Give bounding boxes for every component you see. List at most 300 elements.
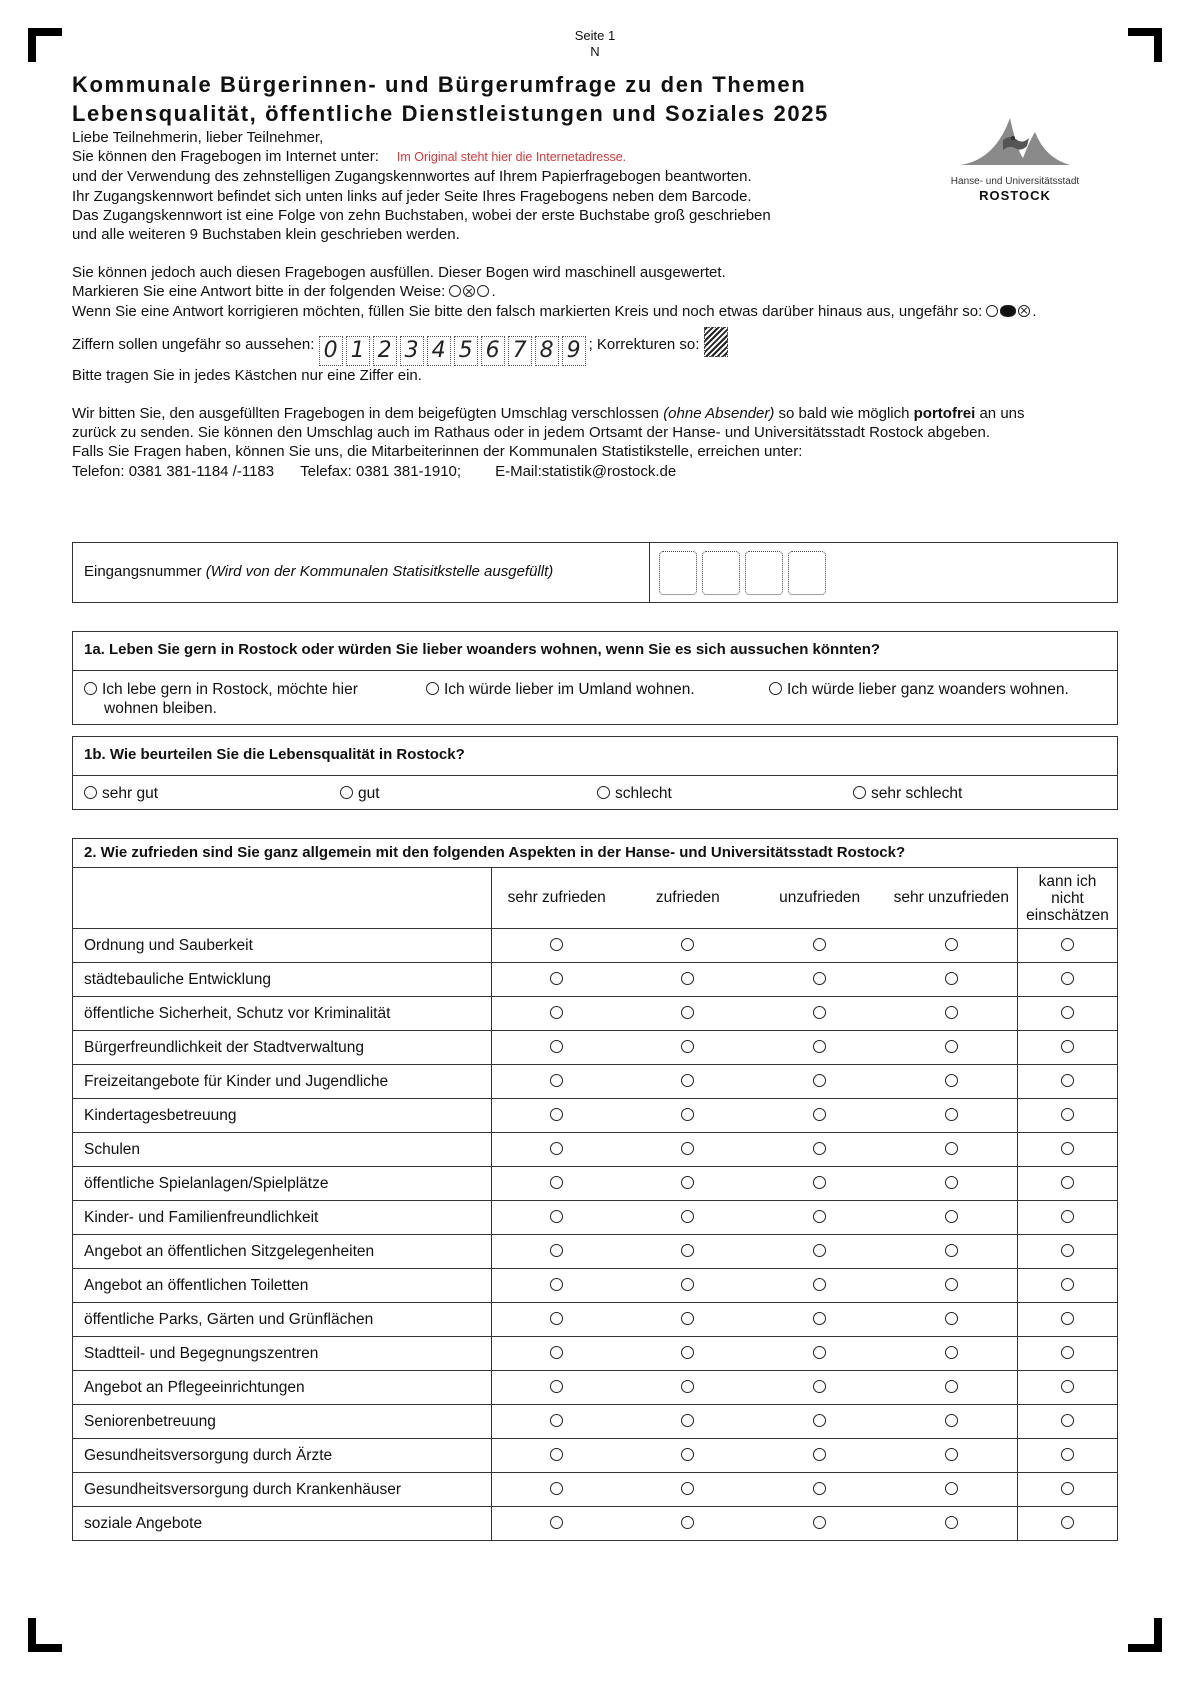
table-row [73,963,1118,997]
eingang-digit-box[interactable] [702,551,740,595]
eingang-label [84,563,553,580]
radio-circle-icon[interactable] [813,1278,826,1291]
radio-cell [1018,1269,1118,1303]
row-label: öffentliche Parks, Gärten und Grünflächen [73,1303,492,1337]
question-2-header [72,838,1118,868]
digit-example: 7 [508,336,532,366]
radio-cell [491,1507,622,1541]
radio-circle-icon[interactable] [945,972,958,985]
radio-cell [1018,997,1118,1031]
digit-example: 1 [346,336,370,366]
column-header-sehr-unzufrieden: sehr unzufrieden [886,868,1018,929]
radio-circle-icon[interactable] [1061,1176,1074,1189]
radio-circle-icon[interactable] [813,1380,826,1393]
email: E-Mail:statistik@rostock.de [495,462,677,480]
radio-circle-icon[interactable] [681,1006,694,1019]
radio-circle-icon[interactable] [1061,1312,1074,1325]
radio-circle-icon[interactable] [597,786,610,799]
table-row [73,1235,1118,1269]
digit-example: 2 [373,336,397,366]
row-label: Angebot an öffentlichen Sitzgelegenheiten [73,1235,492,1269]
radio-cell [886,1337,1018,1371]
eingang-box [72,542,1118,603]
return-bold: portofrei [913,405,976,423]
intro-section [72,128,1112,481]
radio-cell [754,1439,886,1473]
radio-circle-icon[interactable] [550,1414,563,1427]
matrix-header-row [73,868,1118,929]
table-row [73,997,1118,1031]
radio-cell [886,1507,1018,1541]
radio-circle-icon[interactable] [681,1176,694,1189]
radio-circle-icon[interactable] [813,1142,826,1155]
radio-circle-icon[interactable] [550,1516,563,1529]
radio-cell [754,1473,886,1507]
q1b-option-schlecht[interactable] [597,784,672,803]
q1b-option-sehr-schlecht[interactable] [853,784,962,803]
radio-cell [886,997,1018,1031]
title-line-2: Lebensqualität, öffentliche Dienstleistungen und Soziales 2025 [72,101,829,126]
q1b-option-label: sehr gut [102,785,159,802]
digit-example: 4 [427,336,451,366]
radio-circle-icon[interactable] [945,1448,958,1461]
radio-circle-icon[interactable] [681,1040,694,1053]
radio-circle-icon[interactable] [681,1312,694,1325]
column-header-unzufrieden: unzufrieden [754,868,886,929]
radio-cell [622,929,754,963]
radio-circle-icon[interactable] [945,1414,958,1427]
eingang-label-text: Eingangsnummer [84,563,202,580]
logo-city-name: ROSTOCK [979,188,1051,203]
radio-circle-icon[interactable] [813,1210,826,1223]
radio-circle-icon[interactable] [813,1448,826,1461]
radio-cell [622,1337,754,1371]
radio-cell [754,963,886,997]
radio-circle-icon[interactable] [681,1448,694,1461]
radio-circle-icon[interactable] [550,1142,563,1155]
digits-example-line [72,327,1112,366]
radio-circle-icon[interactable] [813,1482,826,1495]
filled-circle-example-icon [1000,305,1016,317]
radio-cell [622,1473,754,1507]
radio-cell [886,1099,1018,1133]
radio-cell [622,1439,754,1473]
radio-circle-icon[interactable] [550,938,563,951]
return-line-1 [72,404,1112,423]
radio-circle-icon[interactable] [84,786,97,799]
radio-circle-icon[interactable] [945,1074,958,1087]
radio-circle-icon[interactable] [681,1516,694,1529]
digit-example: 3 [400,336,424,366]
row-label: Ordnung und Sauberkeit [73,929,492,963]
questions-line: Falls Sie Fragen haben, können Sie uns, die Mitarbeiterinnen der Kommunalen Statistikstelle, erreichen unter: [72,443,803,461]
radio-cell [1018,1235,1118,1269]
radio-cell [491,1371,622,1405]
mark-example-line: Markieren Sie eine Antwort bitte in der folgenden Weise: . [72,283,496,301]
radio-cell [886,1405,1018,1439]
radio-cell [1018,1371,1118,1405]
radio-circle-icon[interactable] [1061,1006,1074,1019]
radio-circle-icon[interactable] [1061,1244,1074,1257]
q1a-option-stay[interactable] [84,680,358,718]
empty-circle-example-icon [986,305,998,317]
radio-circle-icon[interactable] [813,1006,826,1019]
radio-cell [754,1065,886,1099]
row-label: Schulen [73,1133,492,1167]
mark-line-text: Markieren Sie eine Antwort bitte in der folgenden Weise: [72,283,446,301]
radio-circle-icon[interactable] [945,1176,958,1189]
radio-circle-icon[interactable] [1061,1346,1074,1359]
radio-cell [622,1269,754,1303]
radio-circle-icon[interactable] [1061,1380,1074,1393]
column-header-zufrieden: zufrieden [622,868,754,929]
radio-cell [622,1133,754,1167]
table-row [73,1303,1118,1337]
empty-circle-example-icon [449,285,461,297]
radio-cell [491,997,622,1031]
one-digit-line: Bitte tragen Sie in jedes Kästchen nur eine Ziffer ein. [72,366,422,384]
eingang-digit-box[interactable] [788,551,826,595]
radio-cell [491,1065,622,1099]
table-row [73,1473,1118,1507]
radio-cell [754,997,886,1031]
column-header-sehr-zufrieden: sehr zufrieden [491,868,622,929]
radio-cell [754,1133,886,1167]
radio-cell [622,1099,754,1133]
radio-cell [1018,1337,1118,1371]
radio-circle-icon[interactable] [550,1448,563,1461]
intro-line-3: und der Verwendung des zehnstelligen Zugangskennwortes auf Ihrem Papierfragebogen beantworten. [72,168,752,186]
paper-line: Sie können jedoch auch diesen Fragebogen ausfüllen. Dieser Bogen wird maschinell ausgewertet. [72,264,726,282]
radio-cell [754,1269,886,1303]
crossed-circle-example-icon [1018,305,1030,317]
table-row [73,1099,1118,1133]
radio-circle-icon[interactable] [1061,972,1074,985]
radio-cell [491,1099,622,1133]
radio-circle-icon[interactable] [681,1074,694,1087]
q1a-option-elsewhere[interactable] [769,680,1069,699]
radio-circle-icon[interactable] [550,1108,563,1121]
question-1b-text: 1b. Wie beurteilen Sie die Lebensqualität in Rostock? [73,737,1117,776]
radio-circle-icon[interactable] [945,1108,958,1121]
radio-circle-icon[interactable] [681,972,694,985]
digit-example: 0 [319,336,343,366]
return-text-1: Wir bitten Sie, den ausgefüllten Fragebogen in dem beigefügten Umschlag verschlossen [72,405,660,423]
radio-cell [886,963,1018,997]
q1b-option-label: sehr schlecht [871,785,963,802]
internet-line-text: Sie können den Fragebogen im Internet unter: [72,148,379,166]
radio-circle-icon[interactable] [813,1176,826,1189]
radio-cell [754,1507,886,1541]
radio-circle-icon[interactable] [550,972,563,985]
radio-circle-icon[interactable] [550,1006,563,1019]
intro-line-4: Ihr Zugangskennwort befindet sich unten links auf jeder Seite Ihres Fragebogens neben dem Barcode. [72,187,752,205]
corrections-label: ; Korrekturen so: [588,335,700,353]
radio-circle-icon[interactable] [1061,1108,1074,1121]
radio-circle-icon[interactable] [681,1414,694,1427]
radio-circle-icon[interactable] [945,1482,958,1495]
return-text-2: so bald wie möglich [778,405,910,423]
radio-cell [1018,1167,1118,1201]
radio-circle-icon[interactable] [813,1244,826,1257]
radio-circle-icon[interactable] [945,1312,958,1325]
digits-line-text: Ziffern sollen ungefähr so aussehen: [72,335,315,353]
radio-circle-icon[interactable] [681,1210,694,1223]
radio-cell [491,1303,622,1337]
radio-cell [754,929,886,963]
radio-circle-icon[interactable] [550,1074,563,1087]
radio-circle-icon[interactable] [1061,1210,1074,1223]
radio-circle-icon[interactable] [1061,1142,1074,1155]
radio-circle-icon[interactable] [769,682,782,695]
table-row [73,1201,1118,1235]
radio-circle-icon[interactable] [813,1346,826,1359]
radio-circle-icon[interactable] [550,1040,563,1053]
matrix-body [73,929,1118,1541]
q1a-option-umland-label: Ich würde lieber im Umland wohnen. [444,681,695,698]
radio-circle-icon[interactable] [550,1210,563,1223]
page-title [72,70,829,128]
radio-circle-icon[interactable] [681,1346,694,1359]
radio-circle-icon[interactable] [1061,1278,1074,1291]
radio-cell [491,1473,622,1507]
radio-circle-icon[interactable] [813,1414,826,1427]
radio-circle-icon[interactable] [813,1108,826,1121]
radio-cell [622,1065,754,1099]
radio-cell [754,1405,886,1439]
radio-cell [754,1337,886,1371]
radio-cell [622,1167,754,1201]
digit-example: 9 [562,336,586,366]
radio-circle-icon[interactable] [1061,938,1074,951]
radio-cell [1018,1099,1118,1133]
digit-example: 6 [481,336,505,366]
url-placeholder-note: Im Original steht hier die Internetadresse. [396,150,627,165]
radio-cell [491,1167,622,1201]
row-label: öffentliche Sicherheit, Schutz vor Kriminalität [73,997,492,1031]
eingang-digit-box[interactable] [659,551,697,595]
q1b-option-sehr-gut[interactable] [84,784,158,803]
digit-example: 5 [454,336,478,366]
radio-circle-icon[interactable] [945,1244,958,1257]
page-number: Seite 1 [574,28,616,43]
table-row [73,1031,1118,1065]
radio-circle-icon[interactable] [550,1482,563,1495]
radio-circle-icon[interactable] [945,1006,958,1019]
radio-cell [491,1133,622,1167]
table-row [73,1167,1118,1201]
row-label: Angebot an Pflegeeinrichtungen [73,1371,492,1405]
table-row [73,1133,1118,1167]
radio-cell [491,1235,622,1269]
radio-cell [886,1065,1018,1099]
table-row [73,929,1118,963]
question-1b [72,736,1118,810]
telefon: Telefon: 0381 381-1184 /-1183 [72,462,275,480]
telefax: Telefax: 0381 381-1910; [300,462,462,480]
radio-cell [491,1269,622,1303]
radio-cell [491,963,622,997]
radio-circle-icon[interactable] [813,938,826,951]
radio-cell [491,1201,622,1235]
row-label: Gesundheitsversorgung durch Ärzte [73,1439,492,1473]
row-label: soziale Angebote [73,1507,492,1541]
radio-circle-icon[interactable] [1061,1074,1074,1087]
row-label: Seniorenbetreuung [73,1405,492,1439]
contact-line [72,462,1112,481]
row-label: Angebot an öffentlichen Toiletten [73,1269,492,1303]
page-header [0,28,1190,60]
radio-circle-icon[interactable] [1061,1040,1074,1053]
column-header-kann-nicht-einschaetzen [1018,868,1118,929]
q1b-option-gut[interactable] [340,784,380,803]
radio-circle-icon[interactable] [813,1516,826,1529]
radio-circle-icon[interactable] [550,1176,563,1189]
return-text-3: an uns [979,405,1025,423]
radio-circle-icon[interactable] [1061,1448,1074,1461]
q1a-option-umland[interactable] [426,680,695,699]
radio-cell [754,1031,886,1065]
radio-cell [754,1303,886,1337]
row-label: städtebauliche Entwicklung [73,963,492,997]
radio-cell [622,1507,754,1541]
radio-cell [491,929,622,963]
q1b-option-label: gut [358,785,380,802]
crossed-circle-example-icon [463,285,475,297]
radio-cell [886,1031,1018,1065]
row-label: Gesundheitsversorgung durch Krankenhäuser [73,1473,492,1507]
radio-cell [1018,929,1118,963]
radio-cell [886,1473,1018,1507]
radio-cell [886,1235,1018,1269]
matrix-corner-cell [73,868,492,929]
radio-circle-icon[interactable] [681,1380,694,1393]
logo-city-line: Hanse- und Universitätsstadt [950,176,1080,187]
internet-line [72,147,1112,167]
radio-cell [754,1201,886,1235]
radio-cell [622,1201,754,1235]
radio-circle-icon[interactable] [681,938,694,951]
radio-cell [491,1337,622,1371]
row-label: Freizeitangebote für Kinder und Jugendliche [73,1065,492,1099]
q1a-option-stay-label: Ich lebe gern in Rostock, möchte hier [102,681,358,698]
radio-circle-icon[interactable] [681,1482,694,1495]
radio-cell [1018,1507,1118,1541]
radio-circle-icon[interactable] [550,1380,563,1393]
form-version-code: N [590,44,600,59]
return-line-2: zurück zu senden. Sie können den Umschlag auch im Rathaus oder in jedem Ortsamt der Hanse- und Universitätsstadt Rostock abgeben. [72,424,990,442]
radio-circle-icon[interactable] [550,1346,563,1359]
empty-circle-example-icon [477,285,489,297]
last-col-line: nicht [1051,889,1084,907]
radio-circle-icon[interactable] [945,1516,958,1529]
table-row [73,1337,1118,1371]
eingang-note: (Wird von der Kommunalen Statisitkstelle ausgefüllt) [205,563,554,580]
intro-line-6: und alle weiteren 9 Buchstaben klein geschrieben werden. [72,226,460,244]
radio-circle-icon[interactable] [681,1244,694,1257]
radio-circle-icon[interactable] [1061,1516,1074,1529]
q1b-option-label: schlecht [615,785,672,802]
radio-circle-icon[interactable] [945,1040,958,1053]
q1a-option-stay-label-2: wohnen bleiben. [104,700,217,717]
radio-circle-icon[interactable] [945,1210,958,1223]
correction-example-line: Wenn Sie eine Antwort korrigieren möchten, füllen Sie bitte den falsch markierten Kreis und noch etwas darüber hinaus aus, ungefähr so: . [72,302,1037,320]
radio-cell [886,1201,1018,1235]
radio-circle-icon[interactable] [84,682,97,695]
table-row [73,1439,1118,1473]
greeting: Liebe Teilnehmerin, lieber Teilnehmer, [72,129,324,146]
table-row [73,1405,1118,1439]
radio-circle-icon[interactable] [813,972,826,985]
radio-circle-icon[interactable] [945,1346,958,1359]
radio-cell [754,1235,886,1269]
radio-circle-icon[interactable] [1061,1414,1074,1427]
digit-example: 8 [535,336,559,366]
radio-cell [886,1133,1018,1167]
radio-circle-icon[interactable] [681,1142,694,1155]
corner-mark-bottom-left [28,1644,62,1652]
radio-circle-icon[interactable] [681,1278,694,1291]
radio-cell [622,1303,754,1337]
table-row [73,1065,1118,1099]
radio-circle-icon[interactable] [340,786,353,799]
radio-cell [754,1371,886,1405]
table-row [73,1371,1118,1405]
radio-circle-icon[interactable] [681,1108,694,1121]
question-1a [72,631,1118,725]
radio-cell [1018,1473,1118,1507]
radio-circle-icon[interactable] [550,1244,563,1257]
row-label: Kindertagesbetreuung [73,1099,492,1133]
radio-circle-icon[interactable] [426,682,439,695]
question-1a-text: 1a. Leben Sie gern in Rostock oder würden Sie lieber woanders wohnen, wenn Sie es sich aussuchen könnten? [73,632,1117,671]
correction-example-icon [704,327,728,357]
row-label: öffentliche Spielanlagen/Spielplätze [73,1167,492,1201]
radio-cell [622,997,754,1031]
radio-cell [886,1439,1018,1473]
radio-cell [886,929,1018,963]
radio-circle-icon[interactable] [1061,1482,1074,1495]
radio-cell [886,1371,1018,1405]
table-row [73,1269,1118,1303]
satisfaction-matrix [72,867,1118,1541]
radio-cell [491,1031,622,1065]
eingang-digit-box[interactable] [745,551,783,595]
radio-circle-icon[interactable] [550,1278,563,1291]
radio-circle-icon[interactable] [550,1312,563,1325]
radio-cell [1018,1201,1118,1235]
radio-circle-icon[interactable] [945,1142,958,1155]
radio-circle-icon[interactable] [853,786,866,799]
radio-circle-icon[interactable] [945,938,958,951]
radio-circle-icon[interactable] [945,1380,958,1393]
radio-cell [491,1405,622,1439]
radio-circle-icon[interactable] [945,1278,958,1291]
table-row [73,1507,1118,1541]
radio-cell [1018,1031,1118,1065]
radio-circle-icon[interactable] [813,1074,826,1087]
question-2-text: 2. Wie zufrieden sind Sie ganz allgemein mit den folgenden Aspekten in der Hanse- und Universitätsstadt Rostock? [84,844,906,861]
radio-circle-icon[interactable] [813,1040,826,1053]
radio-cell [886,1167,1018,1201]
radio-cell [622,1235,754,1269]
radio-cell [1018,1405,1118,1439]
radio-circle-icon[interactable] [813,1312,826,1325]
radio-cell [1018,1303,1118,1337]
last-col-line: einschätzen [1026,906,1109,924]
return-italic: (ohne Absender) [663,405,775,423]
corner-mark-bottom-right [1128,1644,1162,1652]
